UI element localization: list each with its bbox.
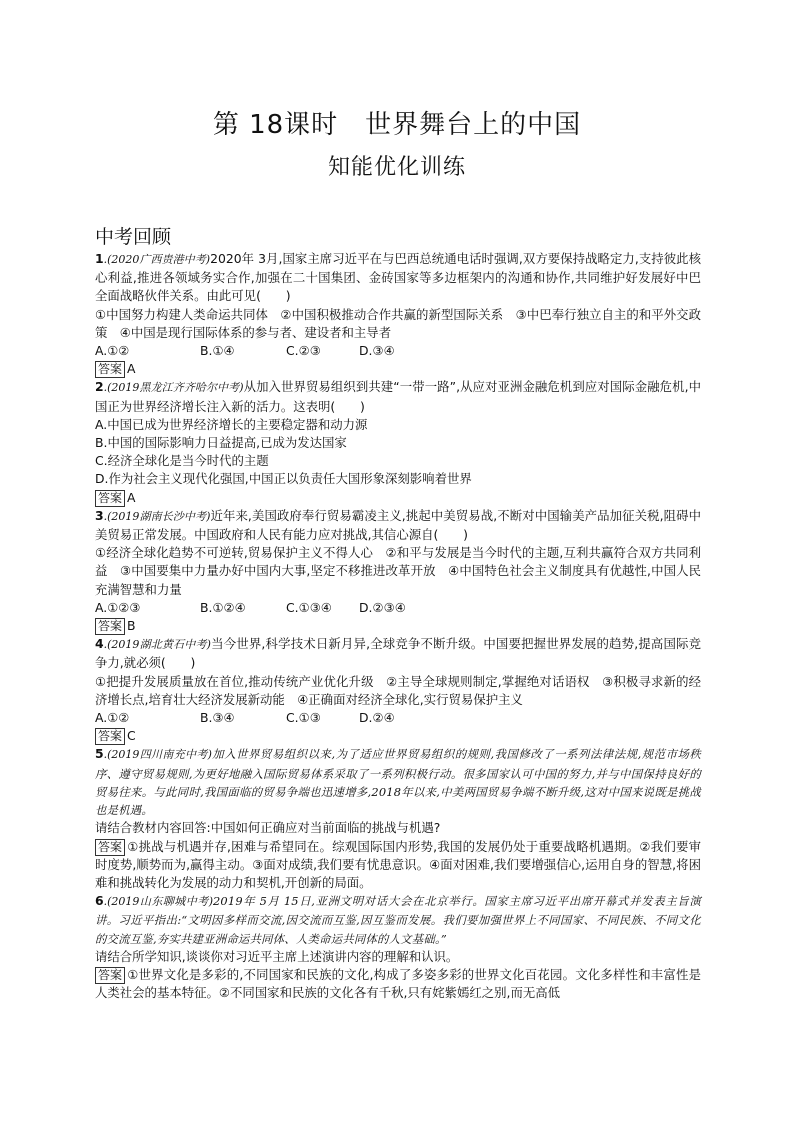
option-d: D.②③④ [359, 599, 406, 615]
option-b: B.①②④ [200, 599, 246, 615]
question-prompt: 请结合所学知识,谈谈你对习近平主席上述演讲内容的理解和认识。 [95, 948, 459, 964]
option-d: D.③④ [359, 343, 395, 359]
answer-value: C [127, 728, 136, 744]
option-a: A.①② [95, 710, 130, 726]
question-list [95, 250, 701, 1002]
option-a: A.①②③ [95, 599, 141, 615]
answer-value: ①世界文化是多彩的,不同国家和民族的文化,构成了多姿多彩的世界文化百花园。文化多样性和丰富性是人类社会的基本特征。②不同国家和民族的文化各有千秋,只有姹紫嫣红之别,而无高低 [95, 966, 701, 1001]
page-title: 第 18课时 世界舞台上的中国 [212, 110, 582, 140]
question-material [95, 892, 701, 948]
question-1 [95, 250, 701, 378]
question-4 [95, 635, 701, 745]
answer-line [95, 838, 701, 893]
question-stem [95, 507, 701, 544]
question-source: .(2019山东聊城中考) [103, 895, 213, 909]
question-number: 1 [95, 251, 104, 266]
question-stem [95, 250, 701, 306]
answer-value: ①挑战与机遇并存,困难与希望同在。综观国际国内形势,我国的发展仍处于重要战略机遇期。②我们要审时度势,顺势而为,赢得主动。③面对成绩,我们要有忧患意识。④面对困难,我们要增强信心,运用自身的智慧,将困难和挑战转化为发展的动力和契机,开创新的局面。 [95, 838, 701, 890]
option-a: A.中国已成为世界经济增长的主要稳定器和动力源 [95, 416, 368, 432]
answer-line [95, 360, 701, 378]
option-c: C.②③ [286, 343, 321, 359]
option-c: C.①③④ [286, 599, 332, 615]
question-number: 3 [95, 507, 104, 523]
answer-line [95, 489, 701, 507]
question-2 [95, 378, 701, 506]
question-6 [95, 892, 701, 1002]
options-row [95, 342, 701, 360]
question-source: .(2019湖南长沙中考) [103, 509, 211, 523]
options-row [95, 709, 701, 727]
answer-line [95, 966, 701, 1002]
page-subtitle: 知能优化训练 [327, 155, 466, 180]
question-text: 当今世界,科学技术日新月异,全球竞争不断升级。中国要把握世界发展的趋势,提高国际竞争力,就必须( ) [95, 636, 701, 671]
material-text: 2019年 5月 15日,亚洲文明对话大会在北京举行。国家主席习近平出席开幕式并发表主旨演讲。习近平指出:“文明因多样而交流,因交流而互鉴,因互鉴而发展。我们要加强世界上不同国家、不同民族、不同文化的交流互鉴,夯实共建亚洲命运共同体、人类命运共同体的人文基础。” [95, 894, 701, 946]
option-a: A.①② [95, 343, 130, 359]
question-text: 2020年 3月,国家主席习近平在与巴西总统通电话时强调,双方要保持战略定力,支持彼此核心利益,推进各领域务实合作,加强在二十国集团、金砖国家等多边框架内的沟通和协作,共同维护好发展好中巴全面战略伙伴关系。由此可见( ) [95, 251, 702, 304]
answer-value: A [127, 361, 136, 377]
question-statements: ①经济全球化趋势不可逆转,贸易保护主义不得人心 ②和平与发展是当今时代的主题,互利共赢符合双方共同利益 ③中国要集中力量办好中国内大事,坚定不移推进改革开放 ④中国特色社会主义制度具有优越性,中国人民充满智慧和力量 [95, 545, 701, 597]
question-source: .(2019湖北黄石中考) [103, 638, 211, 652]
option-c: C.经济全球化是当今时代的主题 [95, 453, 269, 469]
question-number: 5 [95, 746, 104, 762]
answer-label: 答案 [95, 967, 125, 984]
option-d: D.②④ [359, 710, 395, 726]
option-d: D.作为社会主义现代化强国,中国正以负责任大国形象深刻影响着世界 [95, 471, 472, 487]
option-b: B.③④ [200, 710, 235, 726]
question-source: .(2019黑龙江齐齐哈尔中考) [103, 381, 244, 395]
answer-line [95, 617, 701, 635]
question-stem [95, 635, 701, 672]
answer-label: 答案 [95, 839, 125, 856]
question-prompt: 请结合教材内容回答:中国如何正确应对当前面临的挑战与机遇? [95, 820, 441, 836]
question-source: .(2020广西贵港中考) [103, 253, 211, 266]
question-statements: ①中国努力构建人类命运共同体 ②中国积极推动合作共赢的新型国际关系 ③中巴奉行独立自主的和平外交政策 ④中国是现行国际体系的参与者、建设者和主导者 [95, 306, 701, 340]
question-3 [95, 507, 701, 635]
option-b: B.①④ [200, 343, 235, 359]
question-text: 从加入世界贸易组织到共建“一带一路”,从应对亚洲金融危机到应对国际金融危机,中国正为世界经济增长注入新的活力。这表明( ) [95, 379, 701, 414]
answer-label: 答案 [95, 361, 125, 378]
question-number: 4 [95, 636, 104, 652]
options-row [95, 599, 701, 617]
question-5 [95, 745, 701, 892]
question-material [95, 745, 701, 819]
question-number: 2 [95, 379, 104, 395]
answer-label: 答案 [95, 490, 125, 507]
question-stem [95, 378, 701, 415]
material-text: 加入世界贸易组织以来,为了适应世界贸易组织的规则,我国修改了一系列法律法规,规范市场秩序、遵守贸易规则,为更好地融入国际贸易体系采取了一系列积极行动。很多国家认可中国的努力,并与中国保持良好的贸易往来。与此同时,我国面临的贸易争端也迅速增多,2018年以来,中美两国贸易争端不断升级,这对中国来说既是挑战也是机遇。 [95, 747, 701, 818]
answer-value: B [127, 618, 136, 634]
question-number: 6 [95, 893, 104, 909]
question-source: .(2019四川南充中考) [103, 748, 212, 762]
question-text: 近年来,美国政府奉行贸易霸凌主义,挑起中美贸易战,不断对中国输美产品加征关税,阻碍中美贸易正常发展。中国政府和人民有能力应对挑战,其信心源自( ) [95, 507, 701, 543]
option-c: C.①③ [286, 710, 321, 726]
answer-label: 答案 [95, 728, 125, 745]
section-heading: 中考回顾 [95, 226, 172, 248]
answer-line [95, 727, 701, 745]
answer-value: A [127, 489, 136, 505]
question-statements: ①把提升发展质量放在首位,推动传统产业优化升级 ②主导全球规则制定,掌握绝对话语权 ③积极寻求新的经济增长点,培育壮大经济发展新动能 ④正确面对经济全球化,实行贸易保护主义 [95, 673, 701, 707]
option-b: B.中国的国际影响力日益提高,已成为发达国家 [95, 435, 347, 451]
answer-label: 答案 [95, 618, 125, 635]
